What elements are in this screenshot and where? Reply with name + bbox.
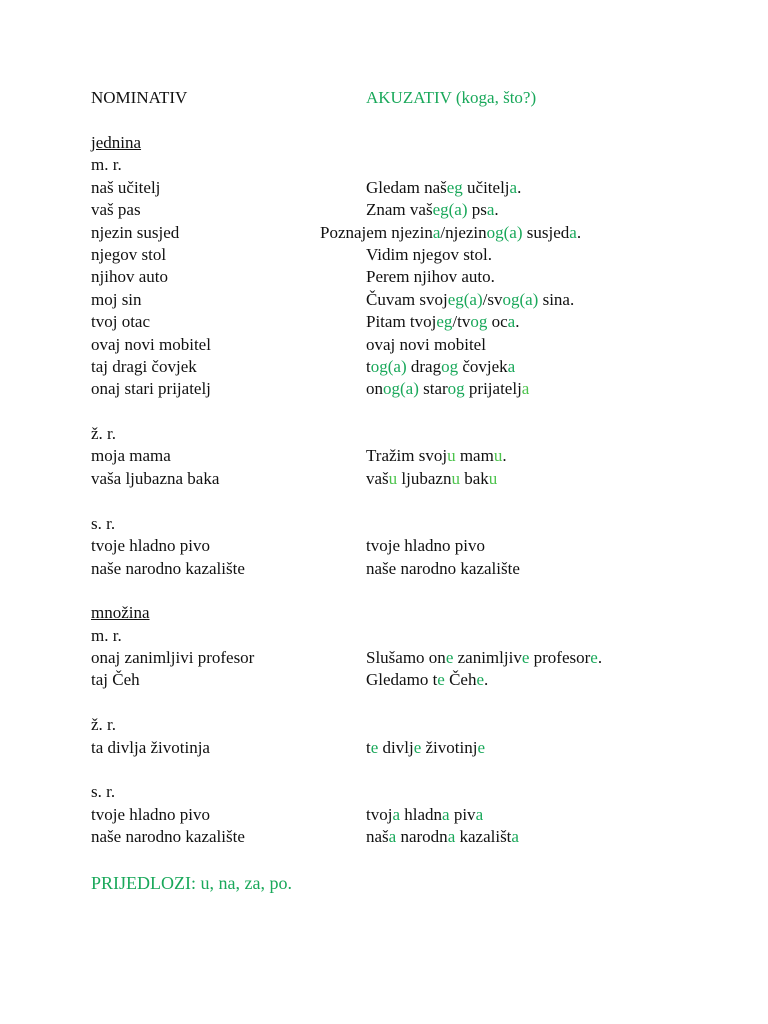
nominativ-cell: njezin susjed [91,223,180,242]
akuzativ-cell: tog(a) dragog čovjeka [366,357,516,376]
nominativ-cell: onaj stari prijatelj [91,379,211,398]
nominativ-cell: njihov auto [91,267,168,286]
nominativ-heading: NOMINATIV [91,88,188,107]
gender-label-mr: m. r. [91,155,122,174]
akuzativ-cell: onog(a) starog prijatelja [366,379,530,398]
gender-label-zr: ž. r. [91,424,117,443]
akuzativ-cell: Pitam tvojeg/tvog oca. [366,312,520,331]
gender-label-zr: ž. r. [91,715,117,734]
nominativ-cell: tvoj otac [91,312,151,331]
nominativ-cell: tvoje hladno pivo [91,805,210,824]
nominativ-cell: onaj zanimljivi profesor [91,648,255,667]
akuzativ-cell: Čuvam svojeg(a)/svog(a) sina. [366,290,575,309]
akuzativ-cell: Perem njihov auto. [366,267,495,286]
nominativ-cell: vaš pas [91,200,141,219]
akuzativ-cell: Vidim njegov stol. [366,245,493,264]
jednina-label: jednina [91,133,142,152]
akuzativ-cell: Poznajem njezina/njezinog(a) susjeda. [320,223,582,242]
akuzativ-cell: Tražim svoju mamu. [366,446,507,465]
nominativ-cell: taj dragi čovjek [91,357,197,376]
nominativ-cell: moj sin [91,290,142,309]
nominativ-cell: naše narodno kazalište [91,559,245,578]
nominativ-cell: moja mama [91,446,171,465]
nominativ-cell: taj Čeh [91,670,140,689]
akuzativ-cell: tvoje hladno pivo [366,536,485,555]
akuzativ-cell: Znam vašeg(a) psa. [366,200,499,219]
akuzativ-cell: vašu ljubaznu baku [366,469,498,488]
akuzativ-cell: te divlje životinje [366,738,485,757]
akuzativ-cell: naša narodna kazališta [366,827,519,846]
nominativ-cell: vaša ljubazna baka [91,469,220,488]
akuzativ-cell: tvoja hladna piva [366,805,484,824]
mnozina-label: množina [91,603,150,622]
akuzativ-cell: ovaj novi mobitel [366,335,486,354]
gender-label-sr: s. r. [91,782,116,801]
gender-label-sr: s. r. [91,514,116,533]
nominativ-cell: naše narodno kazalište [91,827,245,846]
nominativ-cell: ta divlja životinja [91,738,210,757]
akuzativ-cell: naše narodno kazalište [366,559,520,578]
gender-label-mr: m. r. [91,626,122,645]
prijedlozi-line: PRIJEDLOZI: u, na, za, po. [91,873,292,893]
nominativ-cell: njegov stol [91,245,167,264]
nominativ-cell: ovaj novi mobitel [91,335,211,354]
akuzativ-cell: Gledamo te Čehe. [366,670,489,689]
akuzativ-cell: Gledam našeg učitelja. [366,178,522,197]
akuzativ-heading: AKUZATIV (koga, što?) [366,88,537,107]
akuzativ-cell: Slušamo one zanimljive profesore. [366,648,603,667]
nominativ-cell: naš učitelj [91,178,161,197]
nominativ-cell: tvoje hladno pivo [91,536,210,555]
